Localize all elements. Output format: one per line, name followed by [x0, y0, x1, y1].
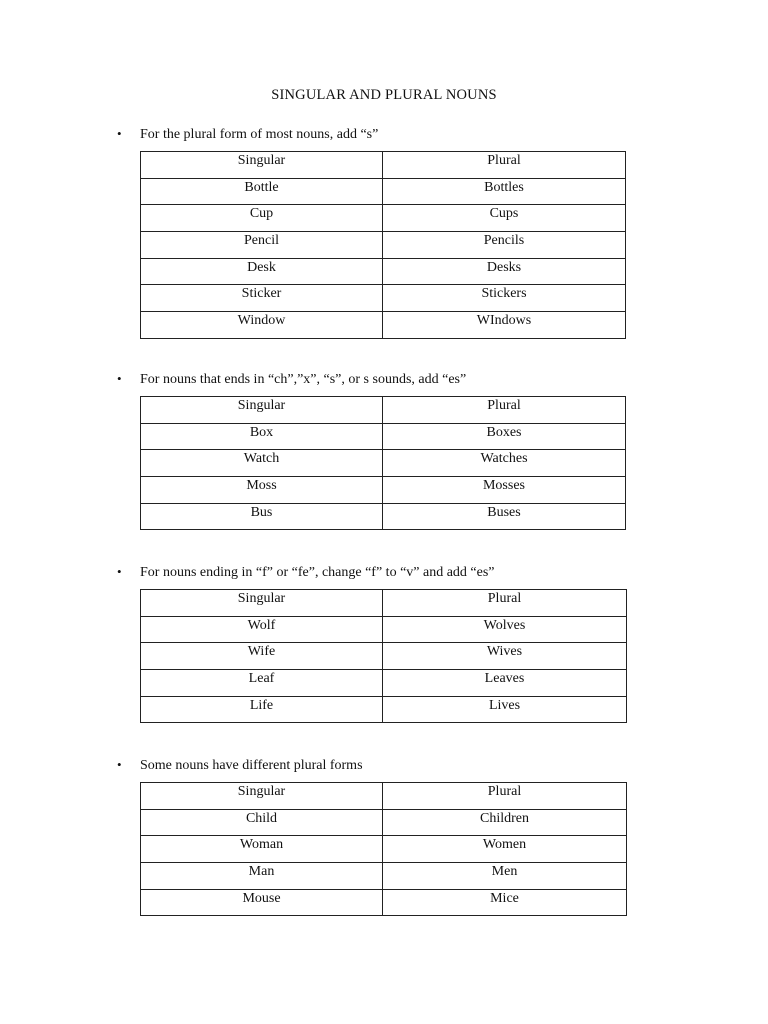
table-header-row — [141, 397, 626, 424]
table-row — [141, 616, 627, 643]
header-singular: Singular — [141, 783, 383, 810]
singular-cell: Cup — [141, 205, 383, 232]
bullet-icon: • — [117, 371, 122, 386]
noun-table — [140, 589, 627, 723]
plural-cell: Boxes — [383, 423, 626, 450]
singular-cell: Desk — [141, 258, 383, 285]
plural-cell: Stickers — [383, 285, 626, 312]
plural-cell: Buses — [383, 503, 626, 530]
singular-cell: Pencil — [141, 232, 383, 259]
table-row — [141, 312, 626, 339]
plural-cell: Men — [383, 863, 627, 890]
singular-cell: Mouse — [141, 889, 383, 916]
page-title: SINGULAR AND PLURAL NOUNS — [271, 87, 497, 103]
singular-cell: Bottle — [141, 178, 383, 205]
rule-bullet — [117, 370, 466, 389]
plural-cell: Watches — [383, 450, 626, 477]
singular-cell: Man — [141, 863, 383, 890]
plural-cell: WIndows — [383, 312, 626, 339]
header-singular: Singular — [141, 397, 383, 424]
table-row — [141, 178, 626, 205]
table-row — [141, 809, 627, 836]
rule-bullet — [117, 563, 495, 582]
singular-cell: Box — [141, 423, 383, 450]
table-header-row — [141, 783, 627, 810]
plural-cell: Children — [383, 809, 627, 836]
rule-text: For the plural form of most nouns, add “s” — [140, 127, 379, 142]
singular-cell: Wife — [141, 643, 383, 670]
plural-cell: Wives — [383, 643, 627, 670]
table-row — [141, 643, 627, 670]
plural-cell: Cups — [383, 205, 626, 232]
singular-cell: Watch — [141, 450, 383, 477]
singular-cell: Life — [141, 696, 383, 723]
singular-cell: Moss — [141, 477, 383, 504]
header-plural: Plural — [383, 783, 627, 810]
plural-cell: Mice — [383, 889, 627, 916]
table-row — [141, 450, 626, 477]
plural-cell: Bottles — [383, 178, 626, 205]
table-row — [141, 836, 627, 863]
singular-cell: Woman — [141, 836, 383, 863]
table-row — [141, 477, 626, 504]
plural-cell: Wolves — [383, 616, 627, 643]
header-plural: Plural — [383, 152, 626, 179]
singular-cell: Leaf — [141, 670, 383, 697]
table-row — [141, 232, 626, 259]
table-row — [141, 863, 627, 890]
bullet-icon: • — [117, 564, 122, 579]
table-row — [141, 285, 626, 312]
header-singular: Singular — [141, 590, 383, 617]
table-row — [141, 258, 626, 285]
plural-cell: Lives — [383, 696, 627, 723]
plural-cell: Leaves — [383, 670, 627, 697]
table-row — [141, 696, 627, 723]
noun-table — [140, 396, 626, 530]
table-header-row — [141, 590, 627, 617]
bullet-icon: • — [117, 126, 122, 141]
header-singular: Singular — [141, 152, 383, 179]
plural-cell: Desks — [383, 258, 626, 285]
table-row — [141, 889, 627, 916]
table-row — [141, 423, 626, 450]
plural-cell: Women — [383, 836, 627, 863]
table-row — [141, 670, 627, 697]
noun-table — [140, 782, 627, 916]
rule-text: Some nouns have different plural forms — [140, 758, 363, 773]
singular-cell: Child — [141, 809, 383, 836]
header-plural: Plural — [383, 590, 627, 617]
plural-cell: Mosses — [383, 477, 626, 504]
singular-cell: Sticker — [141, 285, 383, 312]
table-row — [141, 503, 626, 530]
rule-text: For nouns that ends in “ch”,”x”, “s”, or s sounds, add “es” — [140, 372, 467, 387]
table-header-row — [141, 152, 626, 179]
plural-cell: Pencils — [383, 232, 626, 259]
table-row — [141, 205, 626, 232]
header-plural: Plural — [383, 397, 626, 424]
noun-table — [140, 151, 626, 339]
singular-cell: Wolf — [141, 616, 383, 643]
rule-bullet — [117, 756, 363, 775]
singular-cell: Window — [141, 312, 383, 339]
rule-text: For nouns ending in “f” or “fe”, change “f” to “v” and add “es” — [140, 565, 495, 580]
bullet-icon: • — [117, 757, 122, 772]
rule-bullet — [117, 125, 378, 144]
singular-cell: Bus — [141, 503, 383, 530]
